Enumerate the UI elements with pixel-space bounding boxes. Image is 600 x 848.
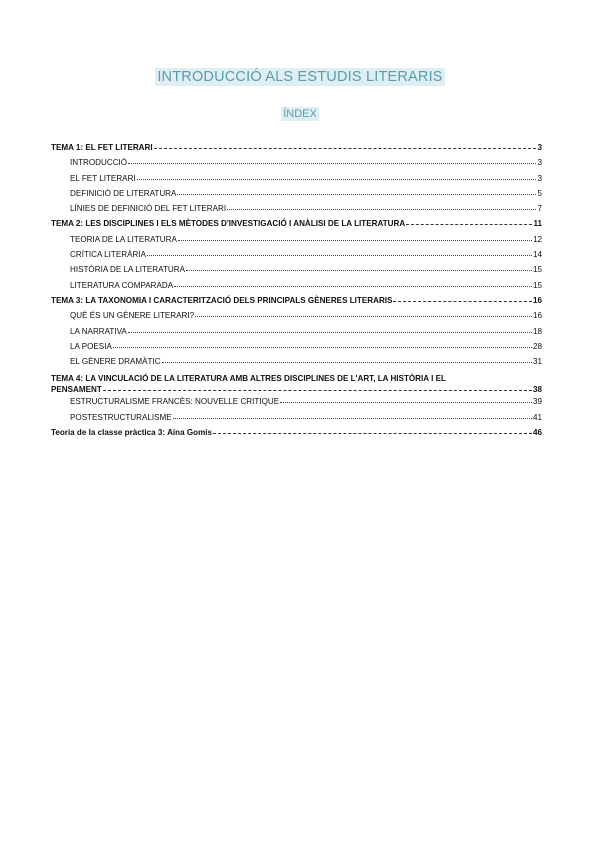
toc-entry-label: LA POESIA — [70, 341, 112, 351]
toc-page-number: 16 — [532, 295, 542, 305]
dot-leader — [227, 209, 536, 210]
toc-entry-literatura-comparada[interactable] — [51, 281, 542, 296]
toc-entry-label: QUÈ ÉS UN GÈNERE LITERARI? — [70, 311, 195, 321]
dot-leader — [280, 402, 532, 403]
toc-entry-estructuralisme[interactable] — [51, 397, 542, 412]
dot-leader — [178, 240, 532, 241]
toc-entry-label: EL GÈNERE DRAMÀTIC — [70, 357, 161, 367]
toc-entry-label: LITERATURA COMPARADA — [70, 280, 174, 290]
toc-entry-label: HISTÒRIA DE LA LITERATURA — [70, 265, 185, 275]
toc-entry-postestructuralisme[interactable] — [51, 413, 542, 428]
dot-leader — [174, 286, 532, 287]
toc-entry-label: TEMA 2: LES DISCIPLINES I ELS MÈTODES D'INVESTIGACIÓ I ANÀLISI DE LA LITERATURA — [51, 219, 406, 229]
toc-page-number: 3 — [537, 158, 542, 168]
toc-entry-label: POSTESTRUCTURALISME — [70, 412, 172, 422]
toc-entry-label: DEFINICIÓ DE LITERATURA — [70, 188, 177, 198]
toc-page-number: 18 — [532, 326, 542, 336]
toc-entry-label: TEMA 3: LA TAXONOMIA I CARACTERITZACIÓ DELS PRINCIPALS GÈNERES LITERARIS — [51, 295, 393, 305]
toc-entry-tema-1[interactable] — [51, 143, 542, 158]
toc-entry-label: ESTRUCTURALISME FRANCÈS: NOUVELLE CRITIQUE — [70, 397, 280, 407]
toc-page-number: 39 — [532, 397, 542, 407]
dot-leader — [195, 316, 532, 317]
toc-page-number: 15 — [532, 265, 542, 275]
toc-entry-tema-4[interactable] — [51, 372, 542, 397]
toc-page-number: 41 — [532, 412, 542, 422]
index-heading-text: ÍNDEX — [283, 108, 317, 120]
toc-entry-teoria-literatura[interactable] — [51, 235, 542, 250]
toc-entry-historia-literatura[interactable] — [51, 265, 542, 280]
toc-entry-label-line2: PENSAMENT — [51, 384, 102, 394]
toc-entry-label: INTRODUCCIÓ — [70, 158, 128, 168]
toc-entry-label: EL FET LITERARI — [70, 173, 136, 183]
dot-leader — [406, 224, 532, 225]
toc-entry-teoria-classe-practica[interactable] — [51, 428, 542, 443]
toc-entry-label: Teoria de la classe pràctica 3: Aina Gomis — [51, 428, 213, 438]
toc-entry-label-line1: TEMA 4: LA VINCULACIÓ DE LA LITERATURA AMB ALTRES DISCIPLINES DE L'ART, LA HISTÒRIA I EL — [51, 374, 446, 384]
toc-entry-label: LÍNIES DE DEFINICIÓ DEL FET LITERARI — [70, 204, 227, 214]
dot-leader — [103, 390, 532, 391]
toc-entry-tema-3[interactable] — [51, 296, 542, 311]
toc-page-number: 46 — [532, 428, 542, 438]
toc-entry-que-es-genere[interactable] — [51, 311, 542, 326]
toc-page-number: 28 — [532, 341, 542, 351]
toc-entry-label: TEORIA DE LA LITERATURA — [70, 234, 177, 244]
dot-leader — [173, 418, 532, 419]
toc-entry-tema-2[interactable] — [51, 219, 542, 234]
toc-entry-genere-dramatic[interactable] — [51, 357, 542, 372]
toc-page-number: 38 — [532, 384, 542, 394]
dot-leader — [128, 332, 532, 333]
toc-page-number: 5 — [537, 188, 542, 198]
toc-entry-label: TEMA 1: EL FET LITERARI — [51, 143, 153, 152]
toc-entry-poesia[interactable] — [51, 342, 542, 357]
toc-entry-definicio-literatura[interactable] — [51, 189, 542, 204]
toc-page-number: 11 — [533, 219, 542, 229]
toc-entry-linies-definicio[interactable] — [51, 204, 542, 219]
toc-page-number: 14 — [532, 250, 542, 260]
toc-entry-label: LA NARRATIVA — [70, 326, 127, 336]
toc-page-number: 3 — [537, 173, 542, 183]
toc-entry-narrativa[interactable] — [51, 327, 542, 342]
toc-page-number: 16 — [532, 311, 542, 321]
dot-leader — [177, 194, 536, 195]
index-heading — [0, 108, 600, 120]
dot-leader — [213, 433, 532, 434]
dot-leader — [154, 148, 537, 149]
toc-entry-critica-literaria[interactable] — [51, 250, 542, 265]
dot-leader — [113, 347, 532, 348]
dot-leader — [128, 163, 536, 164]
document-title-text: INTRODUCCIÓ ALS ESTUDIS LITERARIS — [157, 69, 443, 85]
dot-leader — [147, 255, 532, 256]
toc-page-number: 31 — [532, 357, 542, 367]
dot-leader — [393, 301, 532, 302]
dot-leader — [137, 179, 537, 180]
toc-entry-el-fet-literari[interactable] — [51, 174, 542, 189]
toc-entry-label: CRÍTICA LITERÀRIA — [70, 250, 147, 260]
dot-leader — [186, 270, 532, 271]
toc-page-number: 7 — [537, 204, 542, 214]
document-title — [0, 69, 600, 85]
toc-page-number: 12 — [532, 234, 542, 244]
toc-page-number: 15 — [532, 280, 542, 290]
toc-entry-introduccio[interactable] — [51, 158, 542, 173]
dot-leader — [162, 362, 532, 363]
table-of-contents — [51, 143, 542, 443]
toc-page-number: 3 — [537, 143, 542, 152]
